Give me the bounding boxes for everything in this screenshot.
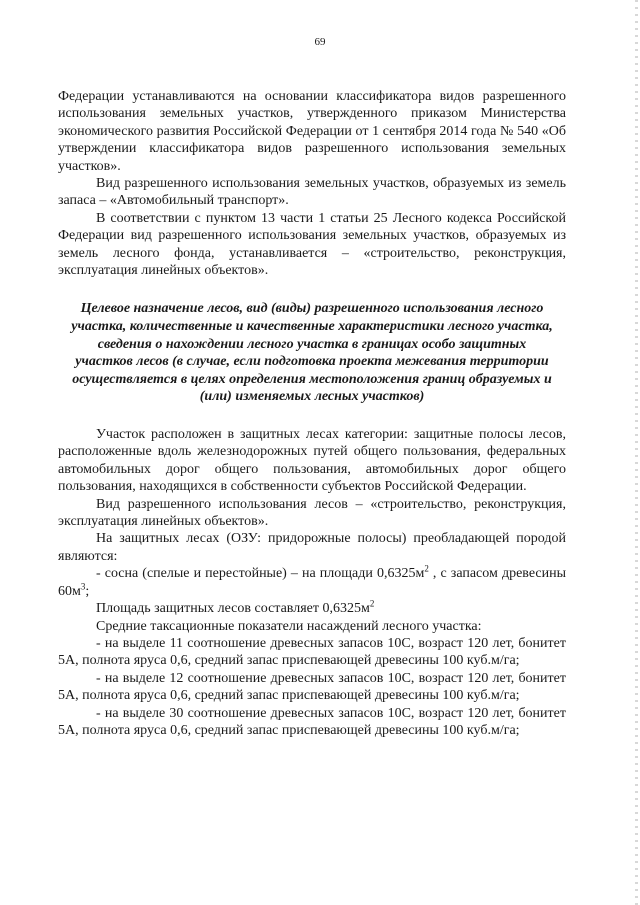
scan-edge-marks [635, 0, 638, 905]
intro-paragraph-1: Федерации устанавливаются на основании классификатора видов разрешенного использования земельных участков, утвержденного приказом Министерства экономического развития Российской Федерации от 1 сентября 2014 года № 540 «Об утверждении классификатора видов разрешенного использования земельных участков». [58, 89, 566, 174]
page-number: 69 [314, 36, 326, 48]
taxation-intro-paragraph: Средние таксационные показатели насаждений лесного участка: [96, 618, 482, 634]
section-heading: Целевое назначение лесов, вид (виды) разрешенного использования лесного участка, количественные и качественные характеристики лесного участка, сведения о нахождении лесного участка в границах особо защитных участков лесов (в случае, если подготовка проекта межевания территории осуществляется в целях определения местоположения границ образуемых и (или) изменяемых лесных участков) [71, 301, 553, 405]
plot-11-paragraph: - на выделе 11 соотношение древесных запасов 10С, возраст 120 лет, бонитет 5А, полнота яруса 0,6, средний запас приспевающей древесины 100 куб.м/га; [58, 635, 566, 669]
plot-12-paragraph: - на выделе 12 соотношение древесных запасов 10С, возраст 120 лет, бонитет 5А, полнота яруса 0,6, средний запас приспевающей древесины 100 куб.м/га; [58, 670, 566, 704]
forest-category-paragraph: Участок расположен в защитных лесах категории: защитные полосы лесов, расположенные вдоль железнодорожных путей общего пользования, федеральных автомобильных дорог общего пользования, автомобильных дорог общего пользования, находящихся в собственности субъектов Российской Федерации. [58, 427, 566, 495]
permitted-use-paragraph: Вид разрешенного использования лесов – «строительство, реконструкция, эксплуатация линейных объектов». [58, 496, 566, 530]
protective-area-exponent: 2 [369, 598, 375, 609]
plot-30-paragraph: - на выделе 30 соотношение древесных запасов 10С, возраст 120 лет, бонитет 5А, полнота яруса 0,6, средний запас приспевающей древесины 100 куб.м/га; [58, 705, 566, 738]
pine-area-text: - сосна (спелые и перестойные) – на площади 0,6325м [96, 566, 425, 582]
pine-volume-text: , с запасом древесины 60м [58, 566, 566, 599]
document-body [58, 88, 566, 739]
dominant-species-paragraph: На защитных лесах (ОЗУ: придорожные полосы) преобладающей породой являются: [58, 531, 566, 564]
volume-exponent: 3 [80, 581, 86, 592]
protective-area-text: Площадь защитных лесов составляет 0,6325м [96, 601, 370, 617]
intro-paragraph-3: В соответствии с пунктом 13 части 1 статьи 25 Лесного кодекса Российской Федерации вид разрешенного использования земельных участков, образуемых из земель лесного фонда, устанавливается – «строительство, реконструкция, эксплуатация линейных объектов». [58, 210, 566, 279]
intro-paragraph-2: Вид разрешенного использования земельных участков, образуемых из земель запаса – «Автомобильный транспорт». [58, 176, 566, 209]
pine-end-text: ; [85, 583, 90, 599]
pine-area-paragraph [58, 565, 566, 600]
area-exponent: 2 [424, 563, 429, 574]
protective-area-paragraph [58, 600, 566, 617]
